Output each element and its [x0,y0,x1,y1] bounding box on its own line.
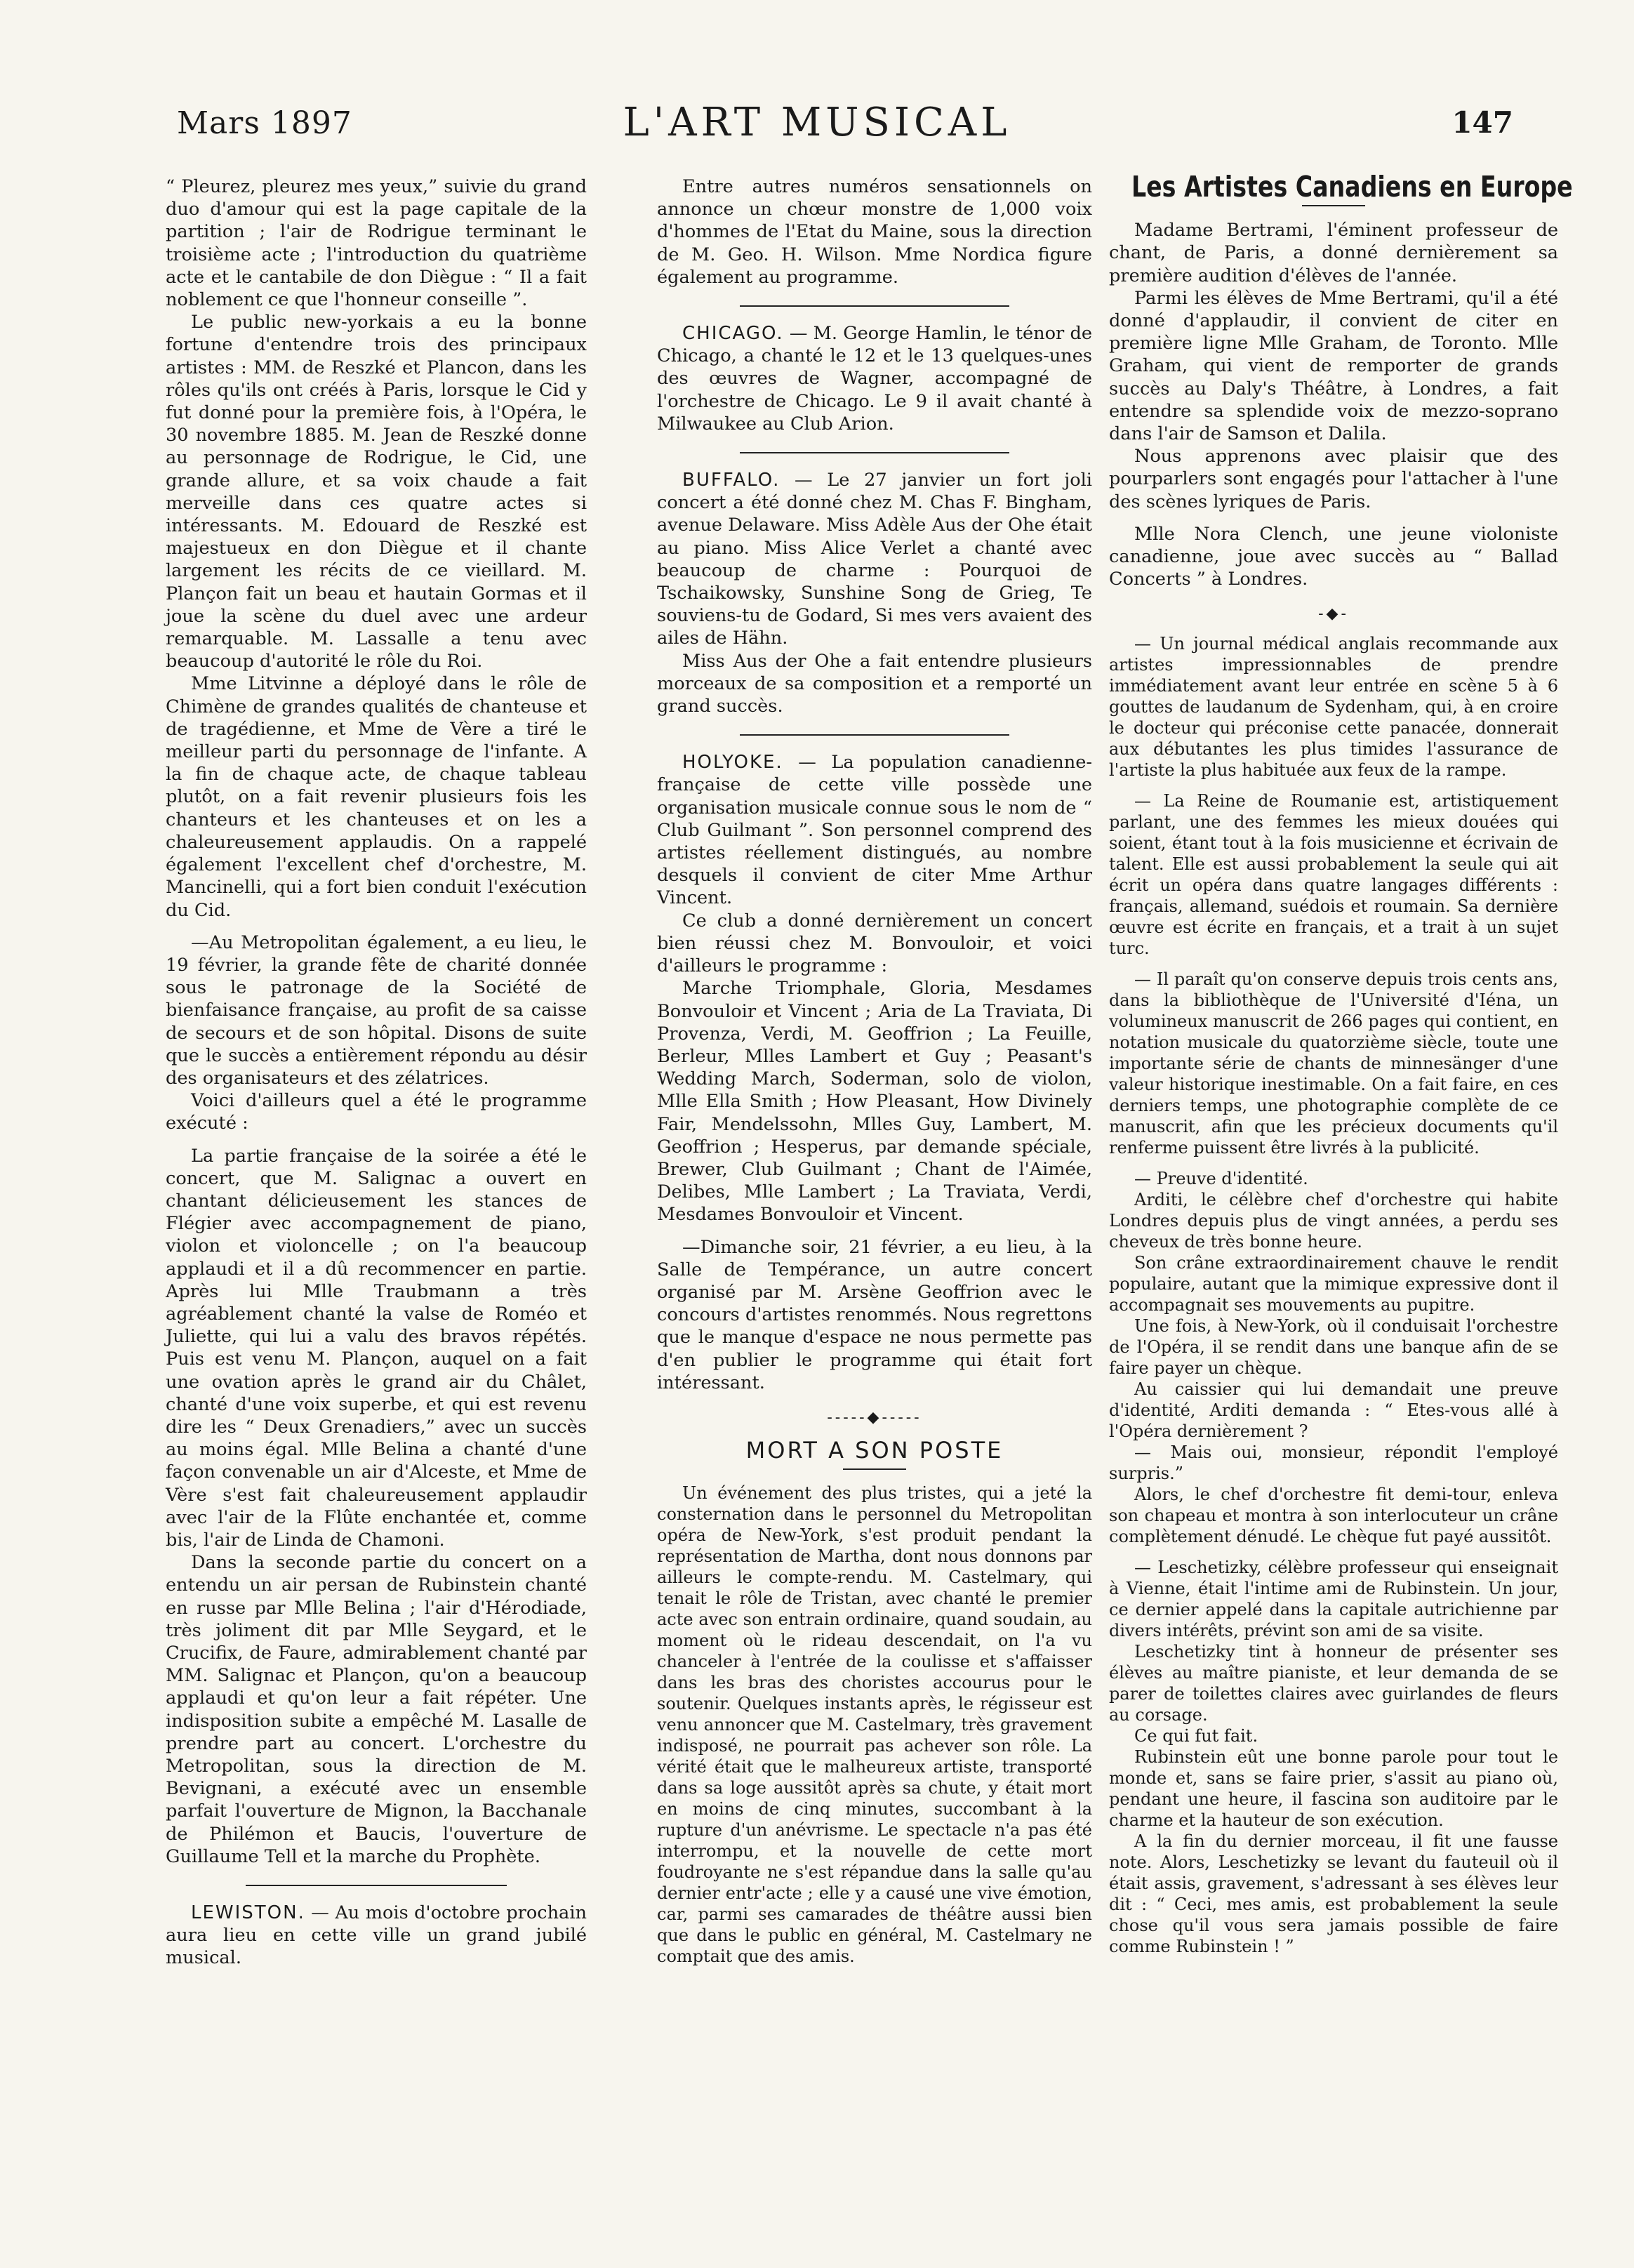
paragraph: — La Reine de Roumanie est, artistiquement parlant, une des femmes les mieux douées qui soient, étant tout à la fois musicienne et écrivain de talent. Elle est aussi probablement la seule qui ait écrit un opéra dans quatre langages différents : français, allemand, suédois et roumain. Sa dernière œuvre est écrite en français, et a trait à un sujet turc. [1109,790,1558,958]
paragraph: Dans la seconde partie du concert on a entendu un air persan de Rubinstein chanté en russe par Mlle Belina ; l'air d'Hérodiade, très joliment dit par Mlle Seygard, et le Crucifix, de Faure, admirablement chanté par MM. Salignac et Plançon, qu'on a beaucoup applaudi et qu'on leur a fait répéter. Une indisposition subite a empêché M. Lasalle de prendre part au concert. L'orchestre du Metropolitan, sous la direction de M. Bevignani, a exécuté avec un ensemble parfait l'ouverture de Mignon, la Bacchanale de Philémon et Baucis, l'ouverture de Guillaume Tell et la marche du Prophète. [166,1552,587,1867]
paragraph: La partie française de la soirée a été le concert, que M. Salignac a ouvert en chantant délicieusement les stances de Flégier avec accompagnement de piano, violon et violoncelle ; on l'a beaucoup applaudi et il a dû recommencer en partie. Après lui Mlle Traubmann a très agréablement chanté la valse de Roméo et Juliette, qui lui a valu des bravos répétés. Puis est venu M. Plançon, auquel on a fait une ovation après le grand air du Châlet, chanté d'une voix superbe, et qui est revenu dire les “ Deux Grenadiers,” avec un succès au moins égal. Mlle Belina a chanté d'une façon convenable un air d'Alceste, et Mme de Vère s'est fait chaleureusement applaudir avec l'air de la Flûte enchantée et, comme bis, l'air de Linda de Chamoni. [166,1145,587,1551]
news-text: — Le 27 janvier un fort joli concert a été donné chez M. Chas F. Bingham, avenue Delaware. Miss Adèle Aus der Ohe était au piano. Miss Alice Verlet a chanté avec beaucoup de charme : Pourquoi de Tschaikowsky, Sunshine Song de Grieg, Te souviens-tu de Godard, Si mes vers avaient des ailes de Hähn. [657,470,1092,649]
paragraph: Rubinstein eût une bonne parole pour tout le monde et, sans se faire prier, s'assit au piano où, pendant une heure, il fascina son auditoire par le charme et la hauteur de son exécution. [1109,1746,1558,1830]
paragraph: Ce club a donné dernièrement un concert bien réussi chez M. Bonvouloir, et voici d'ailleurs le programme : [657,910,1092,977]
section-title: MORT A SON POSTE [745,1437,1004,1464]
paragraph: Une fois, à New-York, où il conduisait l'orchestre de l'Opéra, il se rendit dans une banque afin de se faire payer un chèque. [1109,1315,1558,1378]
paragraph: — Il paraît qu'on conserve depuis trois cents ans, dans la bibliothèque de l'Université d'Iéna, un volumineux manuscrit de 266 pages qui contient, en notation musicale du quatorzième siècle, toute une importante série de chants de minnesänger d'une valeur historique inestimable. On a fait faire, en ces derniers temps, une photographie complète de ce manuscrit, afin que les précieux documents qu'il renferme puissent être livrés à la publicité. [1109,969,1558,1158]
city-name: CHICAGO. [682,323,784,345]
city-name: HOLYOKE. [682,752,783,774]
paragraph: — Un journal médical anglais recommande aux artistes impressionnables de prendre immédiatement avant leur entrée en scène 5 à 6 gouttes de laudanum de Sydenham, qui, à en croire le docteur qui préconise cette panacée, donnerait aux débutantes les plus timides l'assurance de l'artiste la plus habituée aux feux de la rampe. [1109,633,1558,780]
news-item-holyoke [657,751,1092,909]
paragraph: — Preuve d'identité. [1134,1168,1308,1188]
city-name: BUFFALO. [682,470,781,491]
paragraph: — Leschetizky, célèbre professeur qui enseignait à Vienne, était l'intime ami de Rubinstein. Un jour, ce dernier appelé dans la capitale autrichienne par divers intérêts, prévint son ami de sa visite. [1109,1557,1558,1640]
paragraph: Miss Aus der Ohe a fait entendre plusieurs morceaux de sa composition et a remporté un grand succès. [657,650,1092,717]
section-title: Les Artistes Canadiens en Europe [1131,170,1573,204]
paragraph: —Dimanche soir, 21 février, a eu lieu, à la Salle de Tempérance, un autre concert organisé par M. Arsène Geoffrion avec le concours d'artistes renommés. Nous regrettons que le manque d'espace ne nous permette pas d'en publier le programme qui était fort intéressant. [657,1236,1092,1393]
ornament-divider: -----◆----- [827,1408,922,1426]
paragraph: Mlle Nora Clench, une jeune violoniste canadienne, joue avec succès au “ Ballad Concerts ” à Londres. [1109,523,1558,590]
news-text: — Au mois d'octobre prochain aura lieu en cette ville un grand jubilé musical. [166,1902,587,1969]
journal-title: L'ART MUSICAL [623,100,1011,145]
section-divider [740,734,1009,736]
paragraph: A la fin du dernier morceau, il fit une fausse note. Alors, Leschetizky se levant du fauteuil où il était assis, gravement, s'adressant à ses élèves leur dit : “ Ceci, mes amis, est probablement la seule chose qu'il vous sera jamais possible de faire comme Rubinstein ! ” [1109,1831,1558,1956]
column-1 [166,175,587,1970]
page-number: 147 [1452,105,1513,140]
section-divider [740,305,1009,307]
paragraph: Marche Triomphale, Gloria, Mesdames Bonvouloir et Vincent ; Aria de La Traviata, Di Provenza, Verdi, M. Geoffrion ; La Feuille, Berleur, Mlles Lambert et Guy ; Peasant's Wedding March, Soderman, solo de violon, Mlle Ella Smith ; How Pleasant, How Divinely Fair, Mendelssohn, Mlles Guy, Lambert, M. Geoffrion ; Hesperus, par demande spéciale, Brewer, Club Guilmant ; Chant de l'Aimée, Delibes, Mlle Lambert ; La Traviata, Verdi, Mesdames Bonvouloir et Vincent. [657,978,1092,1226]
paragraph: Au caissier qui lui demandait une preuve d'identité, Arditi demanda : “ Etes-vous allé à l'Opéra dernièrement ? [1109,1379,1558,1441]
news-text: — La population canadienne-française de cette ville possède une organisation musicale connue sous le nom de “ Club Guilmant ”. Son personnel comprend des artistes réellement distingués, au nombre desquels il convient de citer Mme Arthur Vincent. [657,752,1092,909]
paragraph: Leschetizky tint à honneur de présenter ses élèves au maître pianiste, et leur demanda de se parer de toilettes claires avec guirlandes de fleurs au corsage. [1109,1641,1558,1725]
column-3 [1109,170,1573,1957]
paragraph: Son crâne extraordinairement chauve le rendit populaire, autant que la mimique expressive dont il accompagnait ses mouvements au pupitre. [1109,1252,1558,1315]
section-divider [740,452,1009,453]
paragraph: Alors, le chef d'orchestre fit demi-tour, enleva son chapeau et montra à son interlocuteur un crâne complètement dénudé. Le chèque fut payé aussitôt. [1109,1484,1558,1546]
news-item-buffalo [657,469,1092,650]
news-text: — M. George Hamlin, le ténor de Chicago, a chanté le 12 et le 13 quelques-unes des œuvres de Wagner, accompagné de l'orchestre de Chicago. Le 9 il avait chanté à Milwaukee au Club Arion. [657,323,1092,435]
title-rule [1302,205,1365,206]
city-name: LEWISTON. [191,1902,305,1924]
paragraph: Le public new-yorkais a eu la bonne fortune d'entendre trois des principaux artistes : MM. de Reszké et Plancon, dans les rôles qu'ils ont créés à Paris, lorsque le Cid y fut donné pour la première fois, à l'Opéra, le 30 novembre 1885. M. Jean de Reszké donne au personnage de Rodrigue, le Cid, une grande allure, et sa voix chaude a fait merveille dans ces quatre actes si intéressants. M. Edouard de Reszké est majestueux en don Diègue et il chante largement les récits de ce vieillard. M. Plançon fait un beau et hautain Gormas et il joue la scène du duel avec une ardeur remarquable. M. Lassalle a tenu avec beaucoup d'autorité le rôle du Roi. [166,312,587,672]
news-item-chicago [657,322,1092,435]
paragraph: Ce qui fut fait. [1134,1725,1258,1746]
column-2 [657,175,1092,1967]
issue-date: Mars 1897 [177,105,352,141]
title-rule [843,1468,906,1470]
paragraph: Voici d'ailleurs quel a été le programme exécuté : [166,1090,587,1134]
paragraph: Entre autres numéros sensationnels on annonce un chœur monstre de 1,000 voix d'hommes de l'Etat du Maine, sous la direction de M. Geo. H. Wilson. Mme Nordica figure également au programme. [657,176,1092,288]
ornament-divider: -◆- [1318,605,1349,623]
paragraph: —Au Metropolitan également, a eu lieu, le 19 février, la grande fête de charité donnée sous le patronage de la Société de bienfaisance française, au profit de sa caisse de secours et de son hôpital. Disons de suite que le succès a entièrement répondu au désir des organisateurs et des zélatrices. [166,931,587,1089]
news-item-lewiston [166,1902,587,1970]
paragraph: Parmi les élèves de Mme Bertrami, qu'il a été donné d'applaudir, il convient de citer en première ligne Mlle Graham, de Toronto. Mlle Graham, qui vient de remporter de grands succès au Daly's Théâtre, à Londres, a fait entendre sa splendide voix de mezzo-soprano dans l'air de Samson et Dalila. [1109,287,1558,445]
paragraph: Un événement des plus tristes, qui a jeté la consternation dans le personnel du Metropolitan opéra de New-York, s'est produit pendant la représentation de Martha, dont nous donnons par ailleurs le compte-rendu. M. Castelmary, qui tenait le rôle de Tristan, avec chanté le premier acte avec son entrain ordinaire, quand soudain, au moment où le rideau descendait, on l'a vu chanceler à l'entrée de la coulisse et s'affaisser dans les bras des choristes accourus pour le soutenir. Quelques instants après, le régisseur est venu annoncer que M. Castelmary, très gravement indisposé, ne pourrait pas achever son rôle. La vérité était que le malheureux artiste, transporté dans sa loge aussitôt après sa chute, y était mort en moins de cinq minutes, succombant à la rupture d'un anévrisme. Le spectacle n'a pas été interrompu, et la nouvelle de cette mort foudroyante ne s'est répandue dans la salle qu'au dernier entr'acte ; elle y a causé une vive émotion, car, parmi ses camarades de théâtre aussi bien que dans le public en général, M. Castelmary ne comptait que des amis. [657,1483,1092,1967]
paragraph: — Mais oui, monsieur, répondit l'employé surpris.” [1109,1442,1558,1483]
paragraph: “ Pleurez, pleurez mes yeux,” suivie du grand duo d'amour qui est la page capitale de la partition ; l'air de Rodrigue terminant le troisième acte ; l'introduction du quatrième acte et le cantabile de don Diègue : “ Il a fait noblement ce que l'honneur conseille ”. [166,176,587,311]
paragraph: Nous apprenons avec plaisir que des pourparlers sont engagés pour l'attacher à l'une des scènes lyriques de Paris. [1109,446,1558,512]
paragraph: Madame Bertrami, l'éminent professeur de chant, de Paris, a donné dernièrement sa première audition d'élèves de l'année. [1109,220,1558,286]
paragraph: Arditi, le célèbre chef d'orchestre qui habite Londres depuis plus de vingt années, a perdu ses cheveux de très bonne heure. [1109,1189,1558,1252]
section-divider [246,1885,507,1886]
paragraph: Mme Litvinne a déployé dans le rôle de Chimène de grandes qualités de chanteuse et de tragédienne, et Mme de Vère a tiré le meilleur parti du personnage de l'infante. A la fin de chaque acte, de chaque tableau plutôt, on a fait revenir plusieurs fois les chanteurs et les chanteuses et on les a chaleureusement applaudis. On a rappelé également l'excellent chef d'orchestre, M. Mancinelli, qui a fort bien conduit l'exécution du Cid. [166,673,587,921]
